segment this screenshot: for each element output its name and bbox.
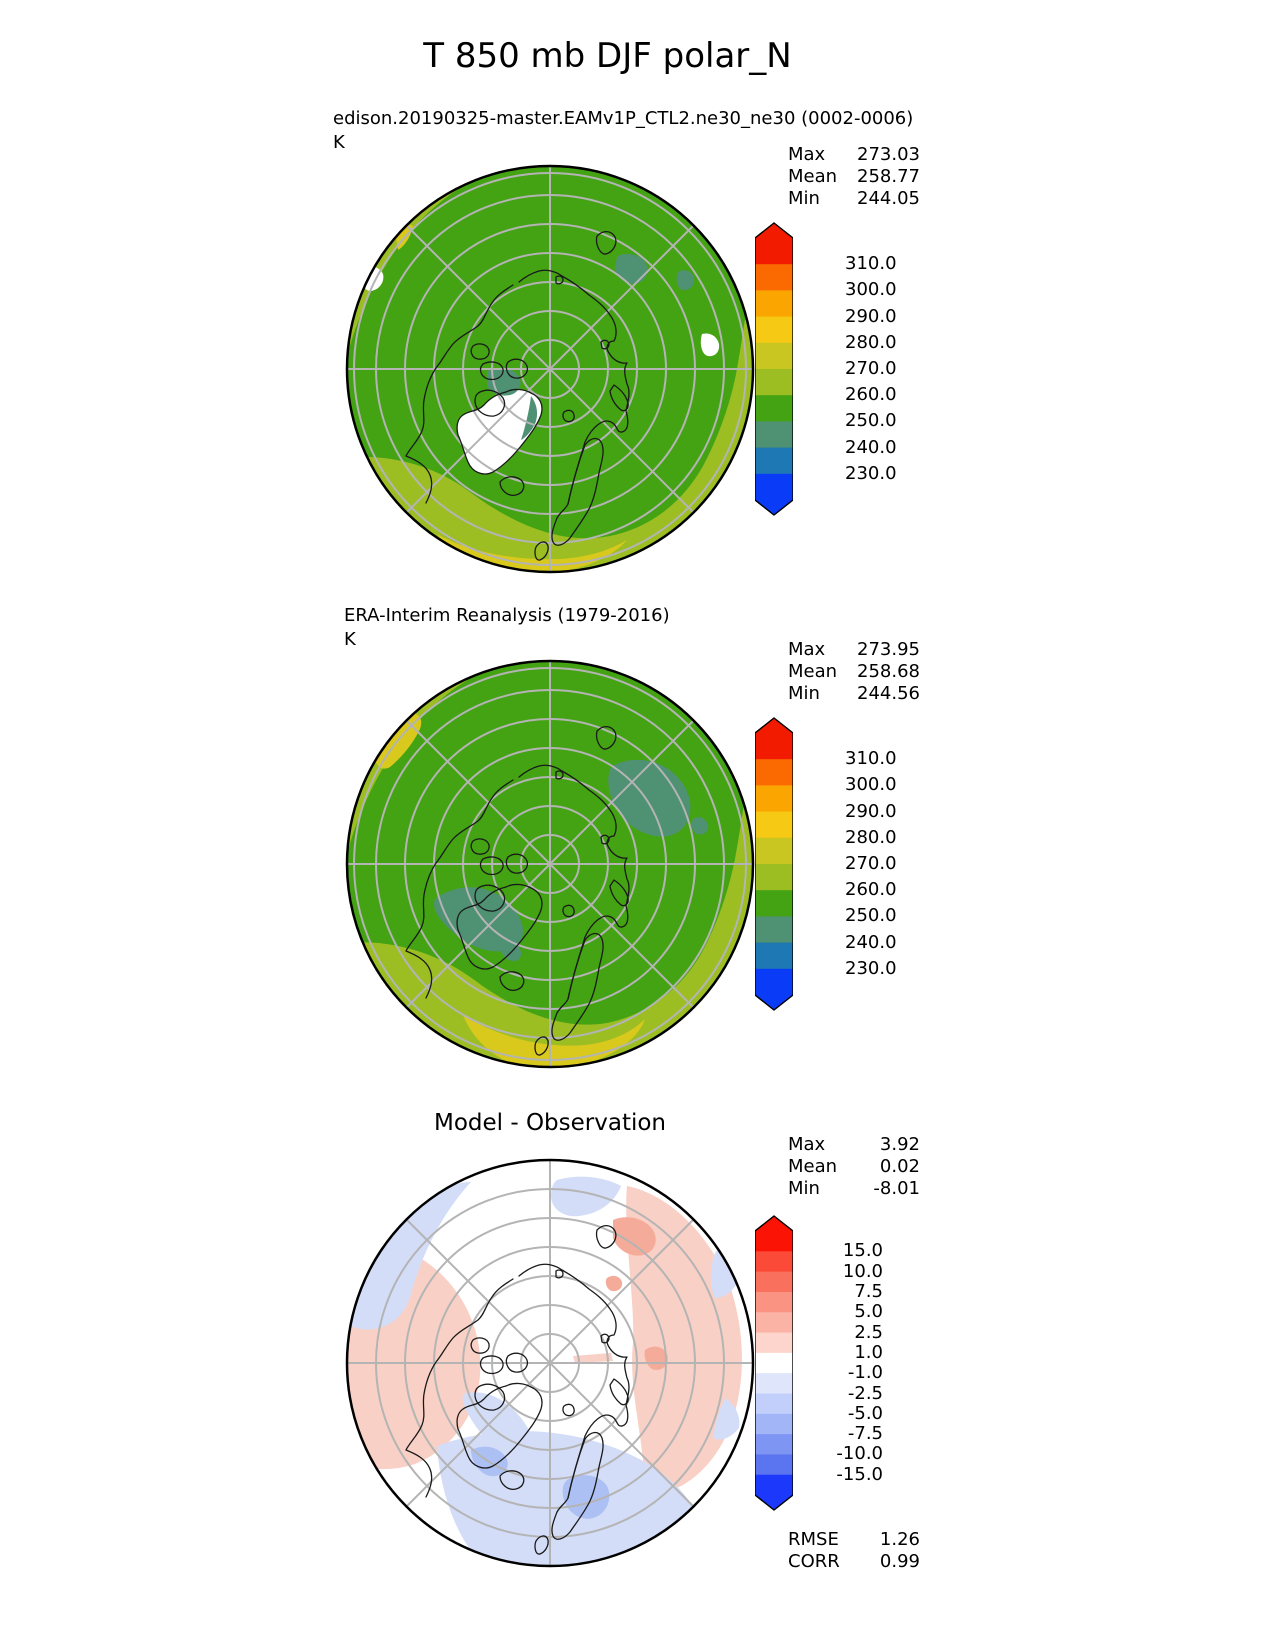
colorbar-band [755, 1292, 793, 1313]
panel-model-subtitle: edison.20190325-master.EAMv1P_CTL2.ne30_ne30 (0002-0006) [333, 108, 914, 129]
panel-obs-units-label: K [344, 629, 356, 650]
panel-obs-stats [788, 639, 920, 705]
colorbar-tick-label: 260.0 [845, 879, 897, 901]
stat-label: Min [788, 1178, 820, 1199]
colorbar-tick-label: 250.0 [845, 905, 897, 927]
stat-value: 244.56 [857, 683, 920, 704]
colorbar-band [755, 1231, 793, 1252]
stat-label: Min [788, 683, 820, 704]
colorbar-band [755, 759, 793, 786]
panel-diff-stats [788, 1134, 920, 1200]
graticule [347, 1160, 753, 1566]
colorbar-bottom-arrow [755, 995, 793, 1010]
stat-label: Mean [788, 661, 838, 682]
stat-value: 258.68 [857, 661, 920, 682]
stat-label: Mean [788, 166, 838, 187]
colorbar-band [755, 1454, 793, 1475]
colorbar-tick-label: 10.0 [842, 1260, 883, 1282]
colorbar-tick-label: -1.0 [847, 1362, 883, 1384]
metric-label: CORR [788, 1551, 840, 1572]
page-title: T 850 mb DJF polar_N [423, 36, 792, 76]
colorbar-band [755, 864, 793, 891]
map-diff [345, 1158, 755, 1568]
colorbar-tick-label: 2.5 [854, 1321, 883, 1343]
colorbar-band [755, 448, 793, 475]
colorbar-band [755, 1434, 793, 1455]
stat-value: 273.03 [857, 144, 920, 165]
colorbar-tick-label: 250.0 [845, 410, 897, 432]
map-model [345, 164, 755, 574]
stat-row [788, 144, 920, 166]
colorbar-diff [755, 1215, 793, 1511]
colorbar-band [755, 290, 793, 317]
colorbar-tick-label: 290.0 [845, 800, 897, 822]
stat-value: 273.95 [857, 639, 920, 660]
stat-value: 0.02 [879, 1156, 920, 1177]
colorbar-top-arrow [755, 223, 793, 238]
stat-value: 244.05 [857, 188, 920, 209]
colorbar-band [755, 1251, 793, 1272]
colorbar-band [755, 838, 793, 865]
colorbar-model [755, 222, 793, 516]
stat-row [788, 1134, 920, 1156]
stat-row [788, 683, 920, 705]
colorbar-tick-label: -15.0 [836, 1463, 883, 1485]
stat-label: Min [788, 188, 820, 209]
colorbar-obs [755, 717, 793, 1011]
panel-diff-title: Model - Observation [433, 1110, 667, 1136]
colorbar-tick-label: 300.0 [845, 279, 897, 301]
colorbar-band [755, 369, 793, 396]
stat-label: Mean [788, 1156, 838, 1177]
colorbar-band [755, 1475, 793, 1496]
colorbar-band [755, 943, 793, 970]
colorbar-band [755, 1333, 793, 1354]
panel-model-units-label: K [333, 132, 345, 153]
panel-model-stats [788, 144, 920, 210]
colorbar-band [755, 785, 793, 812]
stat-row [788, 188, 920, 210]
stat-label: Max [788, 639, 826, 660]
stat-label: Max [788, 144, 826, 165]
colorbar-tick-label: 280.0 [845, 331, 897, 353]
metric-row [788, 1551, 920, 1573]
colorbar-band [755, 733, 793, 760]
panel-obs-subtitle: ERA-Interim Reanalysis (1979-2016) [344, 605, 670, 626]
metric-label: RMSE [788, 1529, 839, 1550]
colorbar-tick-label: 240.0 [845, 436, 897, 458]
stat-row [788, 661, 920, 683]
colorbar-top-arrow [755, 1216, 793, 1231]
colorbar-tick-label: 260.0 [845, 384, 897, 406]
colorbar-band [755, 1353, 793, 1374]
graticule [347, 661, 753, 1067]
colorbar-band [755, 474, 793, 501]
colorbar-tick-label: -2.5 [847, 1382, 883, 1404]
colorbar-band [755, 916, 793, 943]
colorbar-tick-label: 290.0 [845, 305, 897, 327]
colorbar-tick-label: 5.0 [854, 1301, 883, 1323]
colorbar-top-arrow [755, 718, 793, 733]
colorbar-band [755, 969, 793, 996]
colorbar-tick-label: 300.0 [845, 774, 897, 796]
colorbar-bottom-arrow [755, 1495, 793, 1510]
colorbar-bottom-arrow [755, 500, 793, 515]
colorbar-tick-label: 280.0 [845, 826, 897, 848]
colorbar-tick-label: 230.0 [845, 462, 897, 484]
colorbar-tick-label: 1.0 [854, 1341, 883, 1363]
metric-value: 0.99 [879, 1551, 920, 1572]
colorbar-tick-label: -10.0 [836, 1443, 883, 1465]
colorbar-tick-label: 240.0 [845, 931, 897, 953]
colorbar-band [755, 421, 793, 448]
colorbar-tick-label: 230.0 [845, 957, 897, 979]
colorbar-band [755, 343, 793, 370]
stat-row [788, 1178, 920, 1200]
colorbar-band [755, 812, 793, 839]
colorbar-band [755, 1373, 793, 1394]
colorbar-band [755, 1393, 793, 1414]
colorbar-tick-label: -5.0 [847, 1402, 883, 1424]
stat-value: -8.01 [873, 1178, 920, 1199]
graticule [347, 166, 753, 572]
colorbar-band [755, 317, 793, 344]
metric-value: 1.26 [879, 1529, 920, 1550]
stat-label: Max [788, 1134, 826, 1155]
stat-row [788, 639, 920, 661]
colorbar-band [755, 1414, 793, 1435]
colorbar-tick-label: 310.0 [845, 253, 897, 275]
metric-row [788, 1529, 920, 1551]
colorbar-band [755, 395, 793, 422]
stat-row [788, 166, 920, 188]
colorbar-band [755, 890, 793, 917]
stat-row [788, 1156, 920, 1178]
colorbar-tick-label: 270.0 [845, 358, 897, 379]
colorbar-band [755, 1272, 793, 1293]
colorbar-tick-label: 270.0 [845, 853, 897, 874]
stat-value: 3.92 [879, 1134, 920, 1155]
colorbar-tick-label: 7.5 [854, 1280, 883, 1302]
colorbar-band [755, 1312, 793, 1333]
colorbar-band [755, 264, 793, 291]
panel-diff-metrics [788, 1529, 920, 1573]
colorbar-tick-label: 310.0 [845, 748, 897, 770]
stat-value: 258.77 [857, 166, 920, 187]
colorbar-tick-label: 15.0 [842, 1240, 883, 1262]
colorbar-tick-label: -7.5 [847, 1423, 883, 1445]
map-obs [345, 659, 755, 1069]
colorbar-band [755, 238, 793, 265]
